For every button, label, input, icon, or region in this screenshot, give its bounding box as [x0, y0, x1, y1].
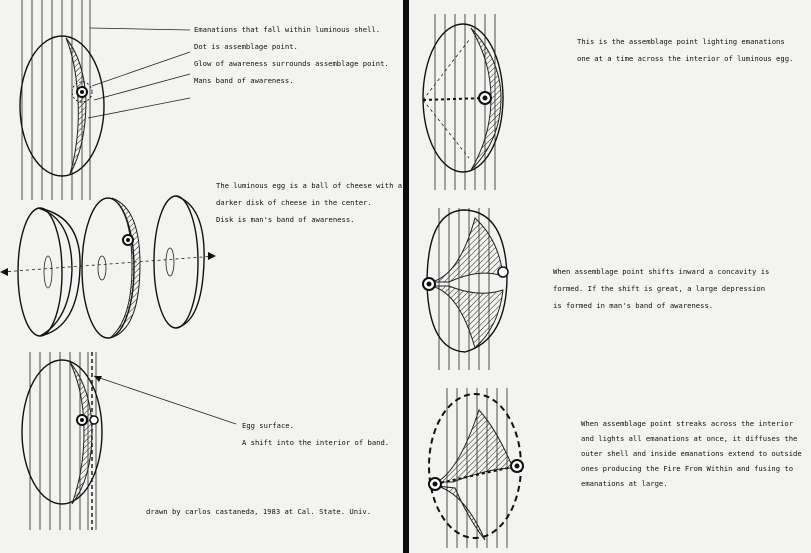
- egg-diagram-a: [423, 14, 503, 190]
- egg-diagram-3: [22, 352, 236, 530]
- slice-right: [154, 196, 204, 328]
- right-page: [409, 0, 811, 553]
- caption-line: A shift into the interior of band.: [242, 438, 390, 447]
- band-of-awareness: [66, 38, 86, 174]
- caption-middle: [216, 180, 402, 231]
- caption-line: is formed in man's band of awareness.: [553, 301, 714, 310]
- caption-line: Dot is assemblage point.: [194, 42, 298, 51]
- caption-line: Mans band of awareness.: [194, 76, 294, 85]
- caption-line: Glow of awareness surrounds assemblage point.: [194, 59, 389, 68]
- caption-line: This is the assemblage point lighting emanations: [577, 37, 785, 46]
- left-page: [0, 0, 403, 553]
- caption-right-middle: [553, 266, 769, 317]
- caption-line: darker disk of cheese in the center.: [216, 198, 372, 207]
- credit-line: drawn by carlos castaneda, 1983 at Cal. State. Univ.: [146, 507, 372, 516]
- egg-diagram-b: [423, 208, 508, 370]
- caption-line: and lights all emanations at once, it diffuses the: [581, 434, 798, 443]
- egg-diagram-1: [20, 0, 190, 200]
- caption-line: one at a time across the interior of luminous egg.: [577, 54, 794, 63]
- caption-line: ones producing the Fire From Within and fusing to: [581, 464, 794, 473]
- egg-diagram-c: [429, 388, 523, 548]
- caption-right-bottom: [581, 418, 802, 493]
- caption-line: When assemblage point shifts inward a concavity is: [553, 267, 770, 276]
- pointer-line: [90, 28, 190, 30]
- slice-center: [82, 198, 140, 338]
- cheese-diagram: [0, 196, 216, 338]
- caption-line: outer shell and inside emanations extend to outside: [581, 449, 802, 458]
- caption-line: Emanations that fall within luminous shell.: [194, 25, 381, 34]
- caption-bottom: [242, 420, 389, 454]
- caption-line: formed. If the shift is great, a large depression: [553, 284, 766, 293]
- caption-line: Egg surface.: [242, 421, 294, 430]
- caption-line: When assemblage point streaks across the interior: [581, 419, 794, 428]
- caption-top: [194, 24, 389, 92]
- caption-line: The luminous egg is a ball of cheese with a: [216, 181, 403, 190]
- caption-right-top: [577, 36, 793, 70]
- caption-line: emanations at large.: [581, 479, 668, 488]
- pointer-line: [94, 376, 236, 424]
- caption-line: Disk is man's band of awareness.: [216, 215, 355, 224]
- slice-left: [18, 208, 80, 336]
